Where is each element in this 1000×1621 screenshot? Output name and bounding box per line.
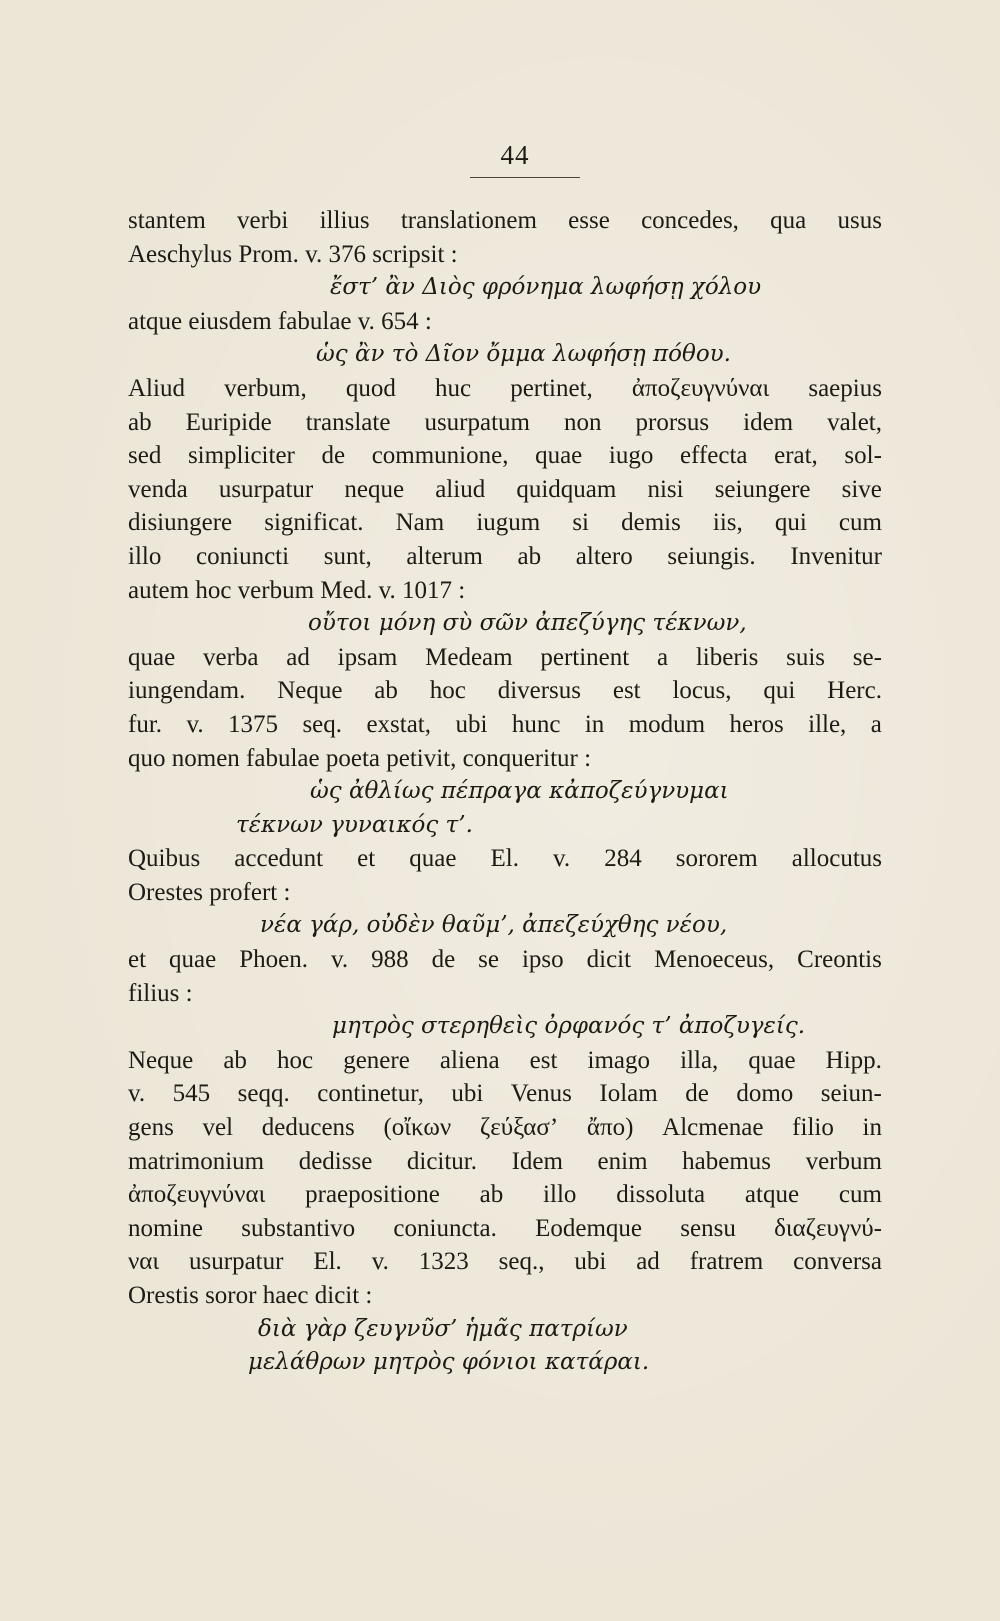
prose-line: venda usurpatur neque aliud quidquam nisi seiungere sive xyxy=(128,475,882,503)
prose-line: gens vel deducens (οἴκων ζεύξασ’ ἄπο) Alcmenae filio in xyxy=(128,1114,882,1142)
prose-line: et quae Phoen. v. 988 de se ipso dicit Menoeceus, Creontis xyxy=(128,946,882,974)
prose-line: Orestis soror haec dicit : xyxy=(128,1282,373,1309)
prose-line: quae verba ad ipsam Medeam pertinent a liberis suis se- xyxy=(128,643,882,671)
verse-quotation-line: νέα γάρ, οὐδὲν θαῦμ’, ἀπεζεύχθης νέου, xyxy=(260,912,728,939)
prose-line: Orestes profert : xyxy=(128,878,291,906)
text-block xyxy=(128,204,882,1380)
verse-quotation-line: ὡς ἀθλίως πέπραγα κἀποζεύγνυμαι xyxy=(310,778,729,805)
prose-line: matrimonium dedisse dicitur. Idem enim habemus verbum xyxy=(128,1147,882,1175)
prose-line: nomine substantivo coniuncta. Eodemque sensu διαζευγνύ- xyxy=(128,1214,882,1242)
prose-line: autem hoc verbum Med. v. 1017 : xyxy=(128,576,466,604)
prose-line: v. 545 seqq. continetur, ubi Venus Iolam de domo seiun- xyxy=(128,1080,882,1108)
verse-quotation-line: ὡς ἂν τὸ Δῖον ὄμμα λωφήσῃ πόθου. xyxy=(316,341,731,368)
prose-line: atque eiusdem fabulae v. 654 : xyxy=(128,307,432,335)
prose-line: fur. v. 1375 seq. exstat, ubi hunc in modum heros ille, a xyxy=(128,710,882,738)
prose-line: illo coniuncti sunt, alterum ab altero seiungis. Invenitur xyxy=(128,542,882,570)
prose-line: ναι usurpatur El. v. 1323 seq., ubi ad fratrem conversa xyxy=(128,1248,882,1276)
verse-quotation-line: διὰ γὰρ ζευγνῦσ’ ἡμᾶς πατρίων xyxy=(258,1315,628,1342)
prose-line: stantem verbi illius translationem esse concedes, qua usus xyxy=(128,207,882,234)
prose-line: Quibus accedunt et quae El. v. 284 sororem allocutus xyxy=(128,845,882,873)
prose-line: ab Euripide translate usurpatum non prorsus idem valet, xyxy=(128,408,882,436)
prose-line: disiungere significat. Nam iugum si demis iis, qui cum xyxy=(128,509,882,537)
verse-quotation-line: τέκνων γυναικός τ’. xyxy=(236,811,473,838)
page-number-rule xyxy=(470,177,580,178)
prose-line: ἀποζευγνύναι praepositione ab illo dissoluta atque cum xyxy=(128,1181,882,1209)
prose-line: Aliud verbum, quod huc pertinet, ἀποζευγνύναι saepius xyxy=(128,374,882,402)
prose-line: Neque ab hoc genere aliena est imago illa, quae Hipp. xyxy=(128,1046,882,1074)
page-number: 44 xyxy=(500,140,530,170)
prose-line: sed simpliciter de communione, quae iugo effecta erat, sol- xyxy=(128,442,882,470)
prose-line: iungendam. Neque ab hoc diversus est locus, qui Herc. xyxy=(128,677,882,705)
verse-quotation-line: μητρὸς στερηθεὶς ὀρφανός τ’ ἀποζυγείς. xyxy=(332,1013,806,1040)
verse-quotation-line: ἔστ’ ἂν Διὸς φρόνημα λωφήσῃ χόλου xyxy=(330,274,762,301)
prose-line: Aeschylus Prom. v. 376 scripsit : xyxy=(128,240,458,268)
prose-line: quo nomen fabulae poeta petivit, conqueritur : xyxy=(128,744,592,772)
verse-quotation-line: μελάθρων μητρὸς φόνιοι κατάραι. xyxy=(248,1349,650,1376)
prose-line: filius : xyxy=(128,979,193,1007)
verse-quotation-line: οὔτοι μόνη σὺ σῶν ἀπεζύγης τέκνων, xyxy=(308,610,747,637)
